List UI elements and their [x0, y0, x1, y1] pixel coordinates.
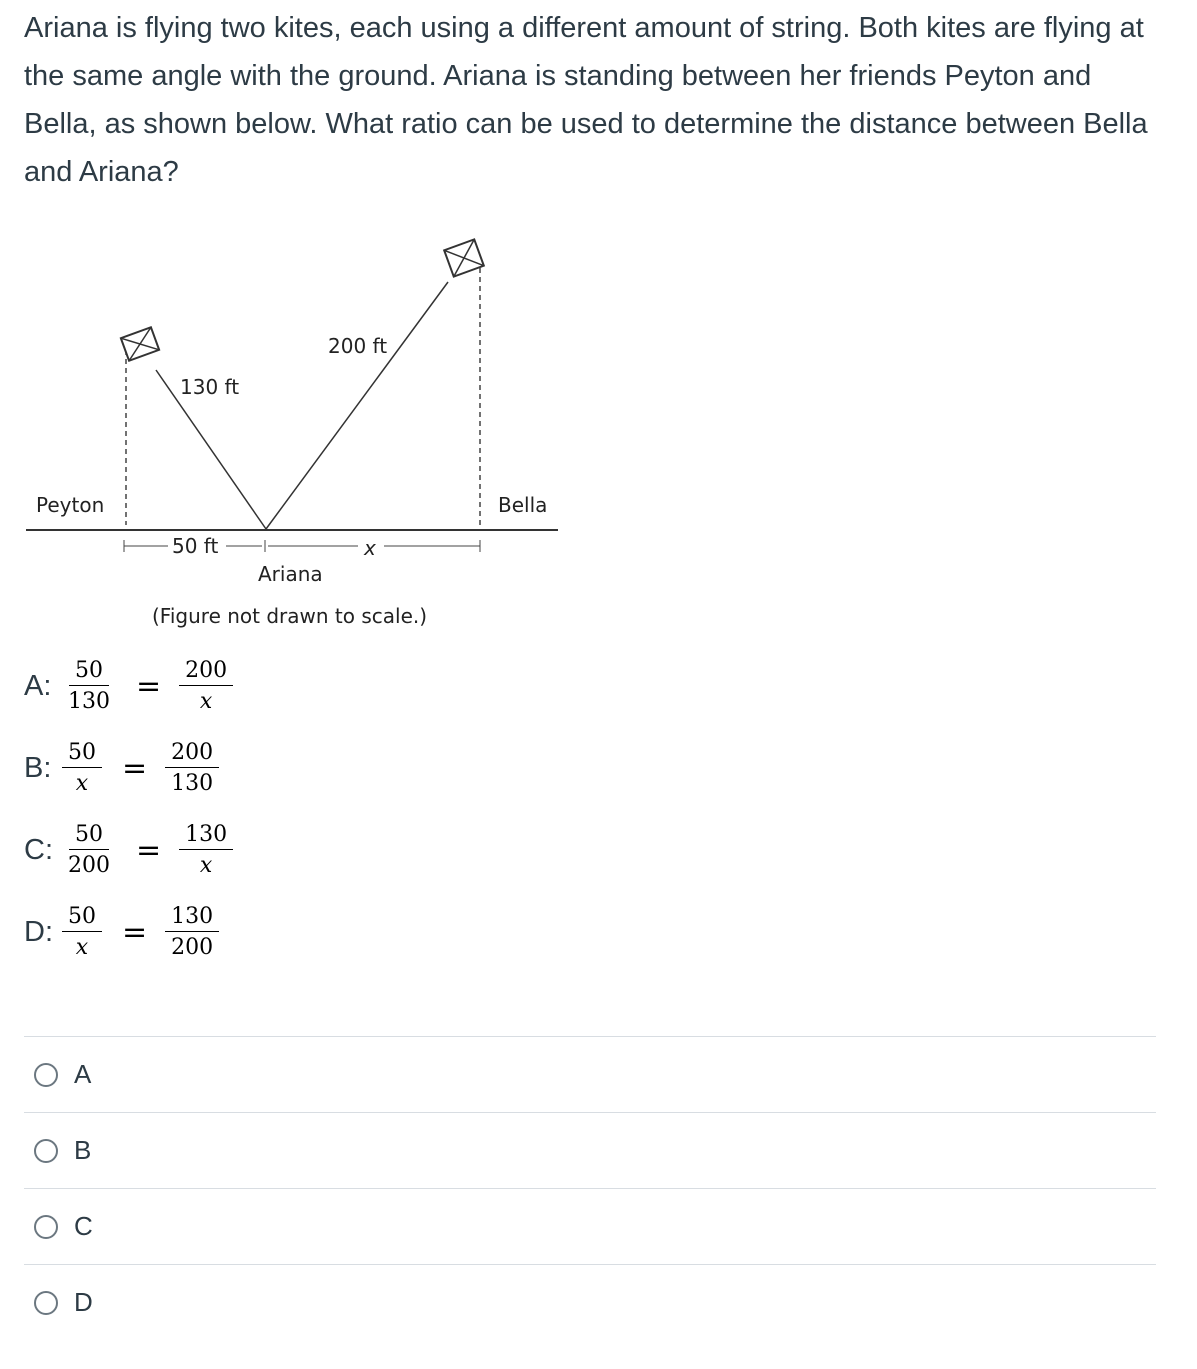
fraction [62, 822, 116, 878]
ariana-label: Ariana [258, 562, 323, 586]
denominator: 130 [171, 771, 214, 796]
radio-button[interactable] [34, 1291, 58, 1315]
dist-left-label: 50 ft [172, 534, 219, 558]
fraction [165, 740, 219, 796]
figure-caption: (Figure not drawn to scale.) [152, 604, 428, 628]
option-d-equation [24, 904, 223, 960]
answer-option-a[interactable] [24, 1036, 1156, 1112]
dist-right-label: x [364, 536, 376, 560]
question-text: Ariana is flying two kites, each using a different amount of string. Both kites are flying at the same angle with the ground. Ariana is standing between her friends Peyton and Bella, as shown below. What ratio can be used to determine the distance between Bella and Ariana? [24, 12, 1148, 188]
right-kite-string [266, 282, 448, 529]
answer-choices [24, 1036, 1156, 1340]
kite-figure [0, 220, 600, 640]
string-right-label: 200 ft [328, 334, 388, 358]
equals-sign: = [136, 668, 162, 704]
fraction [62, 658, 116, 714]
denominator: 200 [171, 935, 214, 960]
fraction [179, 658, 233, 714]
peyton-label: Peyton [36, 493, 105, 517]
variable-x: x [75, 771, 89, 796]
numerator: 200 [165, 740, 219, 768]
equals-sign: = [136, 832, 162, 868]
answer-label[interactable]: A [74, 1059, 92, 1089]
numerator: 50 [62, 904, 102, 932]
right-kite-icon [444, 239, 484, 276]
numerator: 50 [62, 740, 102, 768]
radio-button[interactable] [34, 1139, 58, 1163]
numerator: 200 [179, 658, 233, 686]
denominator [70, 932, 94, 960]
numerator: 50 [69, 658, 109, 686]
equals-sign: = [122, 914, 148, 950]
denominator [194, 850, 218, 878]
fraction [179, 822, 233, 878]
answer-option-c[interactable] [24, 1188, 1156, 1264]
variable-x: x [199, 689, 213, 714]
option-letter: C: [24, 833, 53, 866]
radio-button[interactable] [34, 1063, 58, 1087]
option-letter: B: [24, 751, 52, 784]
variable-x: x [199, 853, 213, 878]
denominator: 130 [68, 689, 110, 714]
denominator [70, 768, 94, 796]
numerator: 130 [165, 904, 219, 932]
answer-option-b[interactable] [24, 1112, 1156, 1188]
left-kite-icon [121, 327, 159, 360]
option-a-equation [24, 658, 237, 714]
option-letter: D: [24, 915, 53, 948]
numerator: 130 [179, 822, 233, 850]
option-b-equation [24, 740, 223, 796]
variable-x: x [75, 935, 89, 960]
fraction [62, 904, 102, 960]
answer-label[interactable]: C [74, 1211, 93, 1241]
denominator [194, 686, 218, 714]
answer-label[interactable]: B [74, 1135, 92, 1165]
radio-button[interactable] [34, 1215, 58, 1239]
answer-label[interactable]: D [74, 1287, 93, 1317]
denominator: 200 [68, 853, 110, 878]
equals-sign: = [122, 750, 148, 786]
fraction [165, 904, 219, 960]
string-left-label: 130 ft [180, 375, 240, 399]
option-c-equation [24, 822, 237, 878]
answer-option-d[interactable] [24, 1264, 1156, 1340]
bella-label: Bella [498, 493, 548, 517]
numerator: 50 [69, 822, 109, 850]
option-letter: A: [24, 669, 52, 702]
fraction [62, 740, 102, 796]
